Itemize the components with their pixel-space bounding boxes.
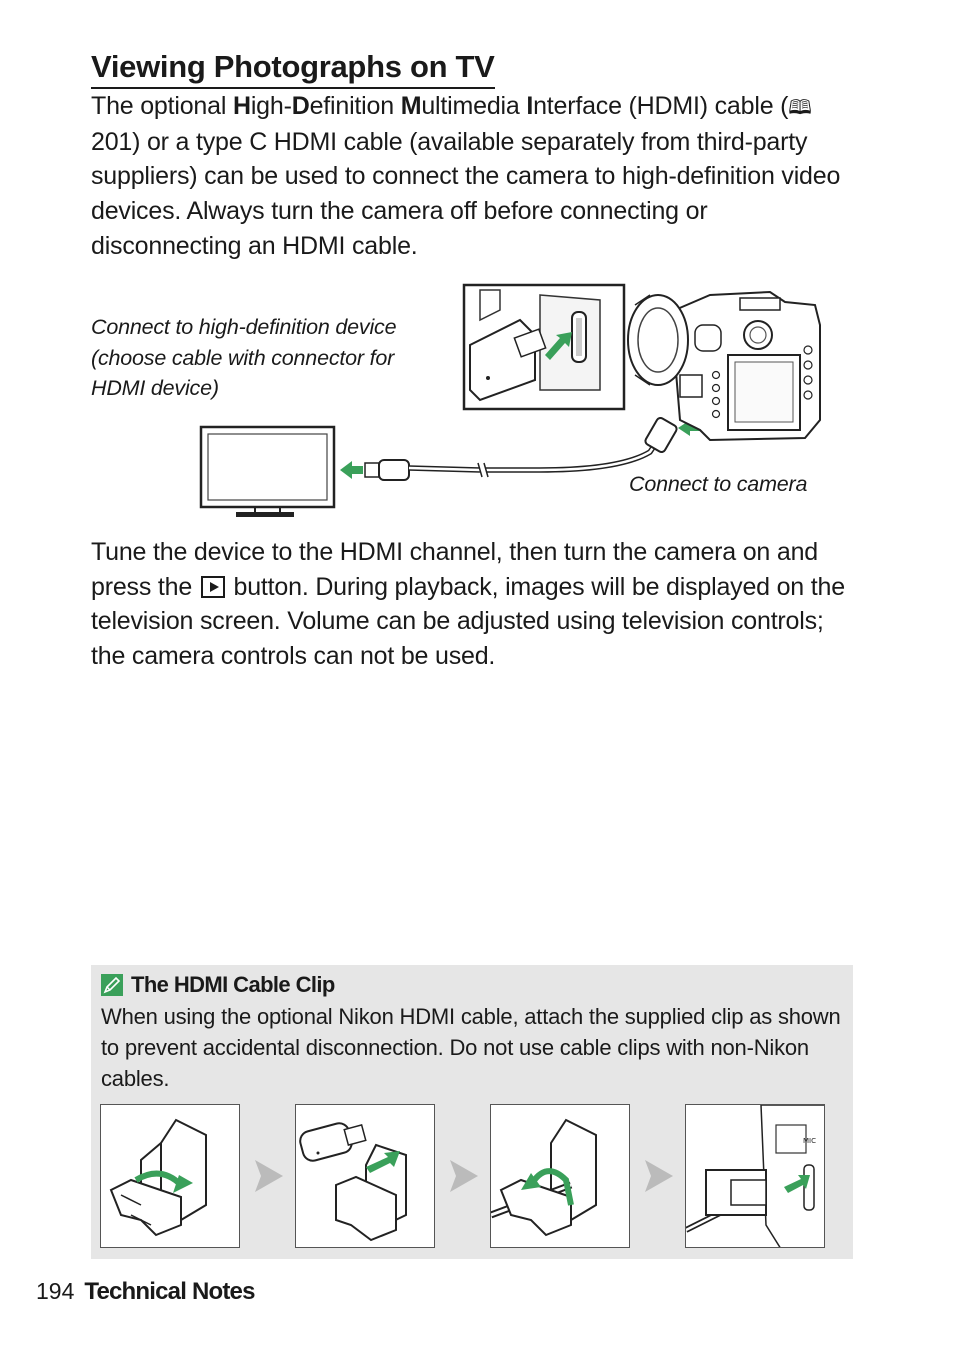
- note-heading: The HDMI Cable Clip: [101, 972, 335, 998]
- hdmi-connector-icon: [365, 460, 409, 480]
- clip-step-4-image: [685, 1104, 825, 1248]
- next-step-arrow-icon: [446, 1156, 482, 1196]
- connect-arrow-icon: [340, 461, 363, 479]
- hdmi-connection-diagram: [180, 280, 830, 525]
- page-number: 194: [36, 1278, 75, 1304]
- tv-icon: [201, 427, 334, 517]
- clip-step-2-image: [295, 1104, 435, 1248]
- svg-text:MIC: MIC: [803, 1137, 816, 1145]
- page-title: Viewing Photographs on TV: [91, 48, 495, 89]
- note-box: [91, 965, 853, 1259]
- caption-camera: Connect to camera: [629, 472, 808, 496]
- note-text: When using the optional Nikon HDMI cable, attach the supplied clip as shown to prevent accidental disconnection. Do not use cable clips with non-Nikon cables.: [101, 1004, 841, 1091]
- clip-step-3-image: [490, 1104, 630, 1248]
- port-inset-illustration: [464, 285, 624, 409]
- page-footer: [36, 1278, 255, 1306]
- camera-illustration: [628, 292, 820, 440]
- intro-paragraph: The optional High-Definition Multimedia Interface (HDMI) cable (🕮 201) or a type C HDMI cable (available separately from third-party suppliers) can be used to connect the camera to high-definition video devices. Always turn the camera off before connecting or disconnecting an HDMI cable.: [91, 92, 841, 260]
- book-reference-icon: 🕮: [788, 95, 812, 119]
- next-step-arrow-icon: [251, 1156, 287, 1196]
- pencil-note-icon: [101, 974, 123, 996]
- clip-step-1-image: [100, 1104, 240, 1248]
- section-name: Technical Notes: [84, 1278, 255, 1305]
- playback-paragraph: Tune the device to the HDMI channel, then turn the camera on and press the button. During playback, images will be displayed on the television screen. Volume can be adjusted using television controls; the camera controls can not be used.: [91, 538, 845, 671]
- next-step-arrow-icon: [641, 1156, 677, 1196]
- playback-button-icon: [201, 576, 225, 598]
- caption-device: Connect to high-definition device (choose cable with connector for HDMI device): [91, 315, 397, 400]
